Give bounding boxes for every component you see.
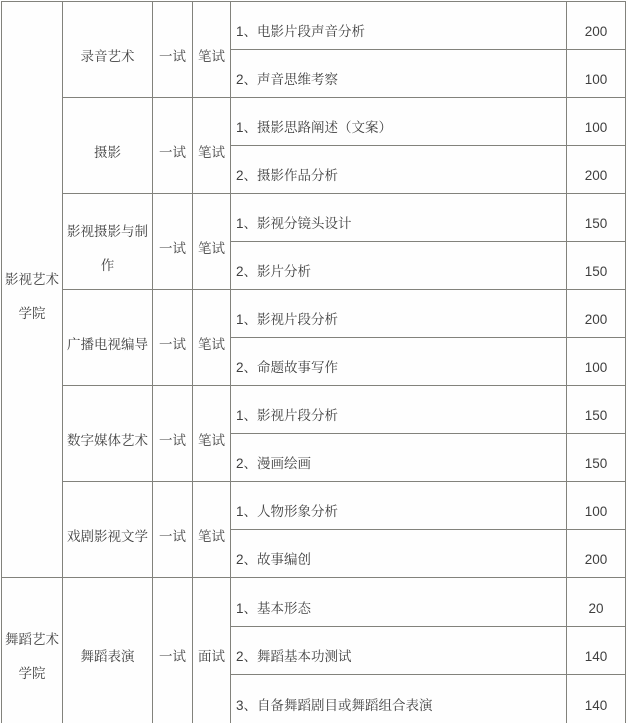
exam-item-cell: 2、影片分析: [231, 242, 567, 290]
exam-round-cell: 一试: [153, 98, 193, 194]
table-row: [2, 194, 626, 242]
exam-item-cell: 1、电影片段声音分析: [231, 2, 567, 50]
major-cell: 舞蹈表演: [63, 578, 153, 723]
score-cell: 150: [567, 434, 626, 482]
score-cell: 20: [567, 578, 626, 627]
score-cell: 150: [567, 242, 626, 290]
exam-mode-cell: 面试: [193, 578, 231, 723]
exam-mode-cell: 笔试: [193, 386, 231, 482]
score-cell: 100: [567, 482, 626, 530]
table-row: [2, 290, 626, 338]
score-cell: 200: [567, 146, 626, 194]
exam-round-cell: 一试: [153, 194, 193, 290]
score-cell: 150: [567, 194, 626, 242]
exam-item-cell: 1、基本形态: [231, 578, 567, 627]
exam-item-cell: 2、舞蹈基本功测试: [231, 626, 567, 675]
exam-round-cell: 一试: [153, 386, 193, 482]
exam-item-cell: 2、命题故事写作: [231, 338, 567, 386]
exam-round-cell: 一试: [153, 578, 193, 723]
exam-item-cell: 1、影视分镜头设计: [231, 194, 567, 242]
score-cell: 100: [567, 50, 626, 98]
exam-item-cell: 1、影视片段分析: [231, 386, 567, 434]
score-cell: 200: [567, 530, 626, 578]
score-cell: 140: [567, 675, 626, 723]
major-cell: 广播电视编导: [63, 290, 153, 386]
exam-table-body: [2, 2, 626, 723]
exam-round-cell: 一试: [153, 482, 193, 578]
exam-item-cell: 1、影视片段分析: [231, 290, 567, 338]
exam-item-cell: 2、故事编创: [231, 530, 567, 578]
table-row: [2, 2, 626, 50]
college-cell: 舞蹈艺术学院: [2, 578, 63, 723]
exam-item-cell: 2、漫画绘画: [231, 434, 567, 482]
exam-mode-cell: 笔试: [193, 482, 231, 578]
table-row: [2, 482, 626, 530]
exam-schedule-table: [1, 1, 626, 723]
major-cell: 录音艺术: [63, 2, 153, 98]
exam-item-cell: 1、人物形象分析: [231, 482, 567, 530]
college-cell: 影视艺术学院: [2, 2, 63, 578]
exam-mode-cell: 笔试: [193, 98, 231, 194]
exam-mode-cell: 笔试: [193, 290, 231, 386]
score-cell: 150: [567, 386, 626, 434]
table-row: [2, 578, 626, 627]
table-row: [2, 386, 626, 434]
score-cell: 100: [567, 98, 626, 146]
score-cell: 100: [567, 338, 626, 386]
exam-item-cell: 1、摄影思路阐述（文案）: [231, 98, 567, 146]
score-cell: 200: [567, 290, 626, 338]
major-cell: 影视摄影与制作: [63, 194, 153, 290]
major-cell: 摄影: [63, 98, 153, 194]
exam-round-cell: 一试: [153, 2, 193, 98]
major-cell: 数字媒体艺术: [63, 386, 153, 482]
exam-mode-cell: 笔试: [193, 2, 231, 98]
exam-item-cell: 2、声音思维考察: [231, 50, 567, 98]
table-row: [2, 98, 626, 146]
score-cell: 200: [567, 2, 626, 50]
exam-mode-cell: 笔试: [193, 194, 231, 290]
score-cell: 140: [567, 626, 626, 675]
exam-round-cell: 一试: [153, 290, 193, 386]
exam-item-cell: 2、摄影作品分析: [231, 146, 567, 194]
major-cell: 戏剧影视文学: [63, 482, 153, 578]
exam-item-cell: 3、自备舞蹈剧目或舞蹈组合表演: [231, 675, 567, 723]
